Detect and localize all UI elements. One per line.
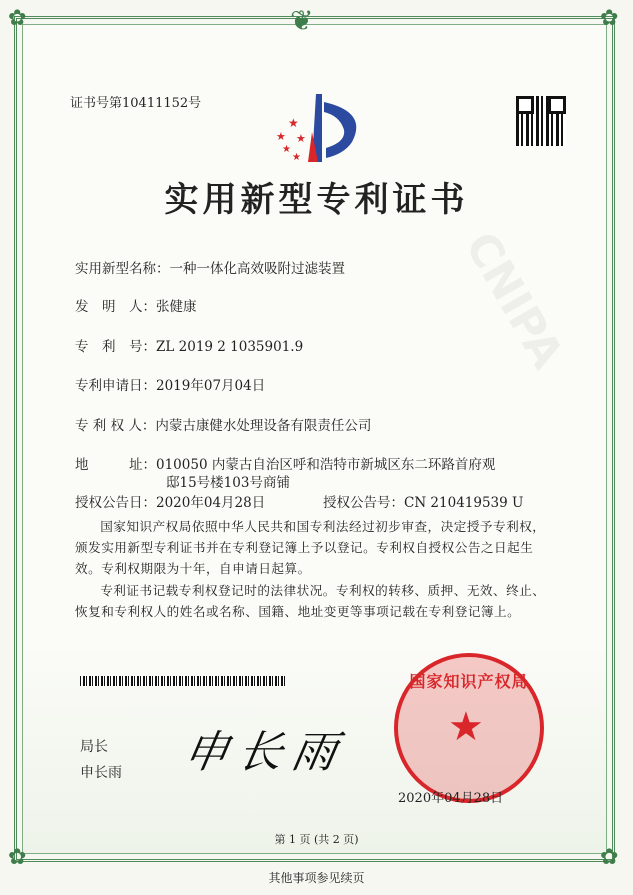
field-value: 2019年07月04日 (156, 378, 266, 394)
top-ornament-icon: ❦ (290, 4, 314, 37)
field-value: ZL 2019 2 1035901.9 (156, 339, 304, 355)
watermark: CNIPA (454, 223, 573, 378)
corner-ornament-icon: ✿ (600, 6, 619, 31)
patentee (75, 414, 371, 434)
field-label: 授权公告日： (75, 495, 156, 511)
field-value: 内蒙古康健水处理设备有限责任公司 (155, 418, 372, 434)
field-value: 010050 内蒙古自治区呼和浩特市新城区东二环路首府观 (156, 457, 496, 473)
official-seal (394, 653, 544, 803)
qr-code (516, 96, 566, 146)
utility-model-name (75, 257, 345, 277)
field-label: 发 明 人： (75, 299, 156, 315)
field-value: CN 210419539 U (404, 495, 524, 511)
certificate-title: 实用新型专利证书 (164, 180, 469, 220)
corner-ornament-icon: ✿ (600, 845, 619, 870)
grant-number (323, 491, 523, 511)
field-label: 专 利 号： (75, 339, 156, 355)
field-label: 地 址： (75, 457, 156, 473)
address-line-2: 邸15号楼103号商铺 (166, 475, 290, 491)
field-label: 专 利 权 人： (75, 418, 156, 434)
field-value: 一种一体化高效吸附过滤装置 (169, 261, 345, 277)
seal-date: 2020年04月28日 (398, 791, 504, 806)
signatory-title: 局长 (80, 739, 108, 755)
signature: 申长雨 (179, 727, 351, 778)
page-indicator: 第 1 页 (共 2 页) (274, 833, 359, 846)
corner-ornament-icon: ✿ (8, 845, 27, 870)
inventor (75, 295, 197, 315)
filing-date (75, 374, 265, 394)
field-label: 实用新型名称： (75, 261, 170, 277)
seal-text: 国家知识产权局 (409, 672, 529, 691)
legal-paragraph: 专利证书记载专利权登记时的法律状况。专利权的转移、质押、无效、终止、恢复和专利权人的姓名或名称、国籍、地址变更等事项记载在专利登记簿上。 (75, 583, 546, 619)
legal-paragraph: 国家知识产权局依照中华人民共和国专利法经过初步审查，决定授予专利权，颁发实用新型专利证书并在专利登记簿上予以登记。专利权自授权公告之日起生效。专利权期限为十年，自申请日起算。 (75, 519, 546, 576)
signatory-name: 申长雨 (80, 765, 122, 781)
national-emblem-icon: ★ (448, 704, 484, 750)
field-label: 授权公告号： (323, 495, 404, 511)
patent-number (75, 335, 303, 355)
svg-text:★: ★ (296, 132, 306, 145)
barcode (80, 676, 285, 686)
address (75, 453, 495, 473)
field-label: 专利申请日： (75, 378, 156, 394)
cnipa-logo (268, 92, 372, 172)
grant-date (75, 491, 265, 511)
svg-text:★: ★ (276, 130, 286, 143)
svg-text:★: ★ (288, 116, 299, 130)
svg-text:★: ★ (282, 144, 291, 155)
certificate-number: 证书号第10411152号 (70, 96, 202, 111)
svg-text:★: ★ (292, 152, 301, 163)
field-value: 张健康 (156, 299, 197, 315)
footer-note: 其他事项参见续页 (268, 871, 365, 885)
field-value: 2020年04月28日 (156, 495, 266, 511)
corner-ornament-icon: ✿ (8, 6, 27, 31)
